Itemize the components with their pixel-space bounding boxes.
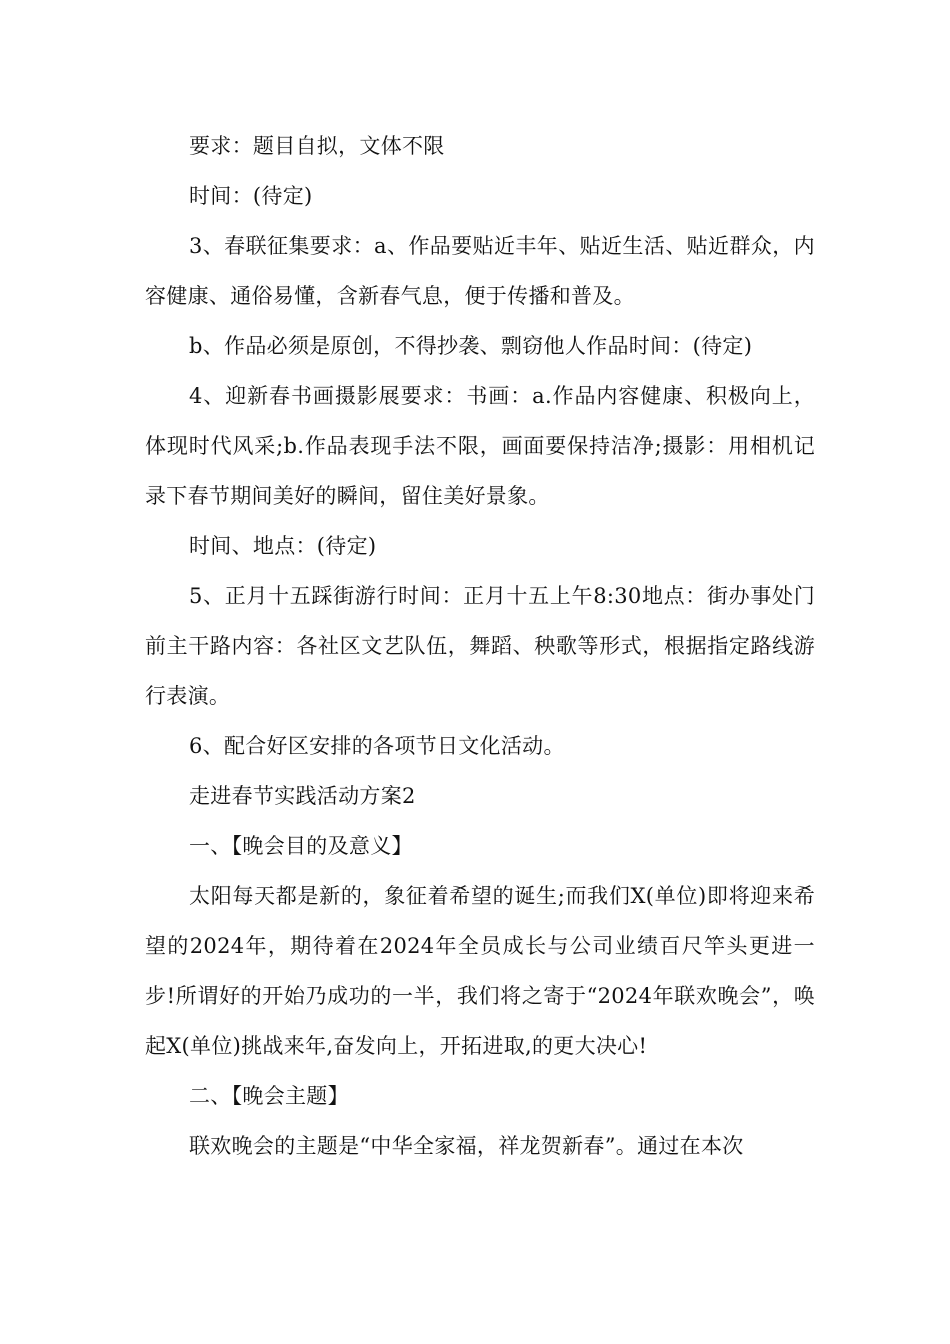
heading-theme: 二、【晚会主题】 — [189, 1084, 349, 1108]
paragraph-purpose: 太阳每天都是新的，象征着希望的诞生;而我们X(单位)即将迎来希望的2024年，期待着在2024年全员成长与公司业绩百尺竿头更进一步!所谓好的开始乃成功的一半，我们将之寄于“2024年联欢晚会”，唤起X(单位)挑战来年,奋发向上，开拓进取,的更大决心! — [145, 884, 815, 1058]
paragraph-originality: b、作品必须是原创，不得抄袭、剽窃他人作品时间：(待定) — [189, 334, 753, 358]
paragraph-requirement: 要求：题目自拟，文体不限 — [189, 134, 445, 158]
document-body — [145, 121, 815, 1171]
paragraph-time-place: 时间、地点：(待定) — [189, 534, 377, 558]
section-title-plan-2: 走进春节实践活动方案2 — [189, 784, 416, 808]
paragraph-time-1: 时间：(待定) — [189, 184, 313, 208]
heading-purpose: 一、【晚会目的及意义】 — [189, 834, 413, 858]
paragraph-district-activities: 6、配合好区安排的各项节日文化活动。 — [189, 734, 565, 758]
paragraph-theme: 联欢晚会的主题是“中华全家福，祥龙贺新春”。通过在本次 — [189, 1134, 744, 1158]
paragraph-couplet-requirement: 3、春联征集要求：a、作品要贴近丰年、贴近生活、贴近群众，内容健康、通俗易懂，含新春气息，便于传播和普及。 — [145, 234, 815, 308]
paragraph-parade: 5、正月十五踩街游行时间：正月十五上午8:30地点：街办事处门前主干路内容：各社区文艺队伍，舞蹈、秧歌等形式，根据指定路线游行表演。 — [145, 584, 815, 708]
paragraph-exhibition-requirement: 4、迎新春书画摄影展要求：书画：a.作品内容健康、积极向上，体现时代风采;b.作品表现手法不限，画面要保持洁净;摄影：用相机记录下春节期间美好的瞬间，留住美好景象。 — [145, 384, 815, 508]
